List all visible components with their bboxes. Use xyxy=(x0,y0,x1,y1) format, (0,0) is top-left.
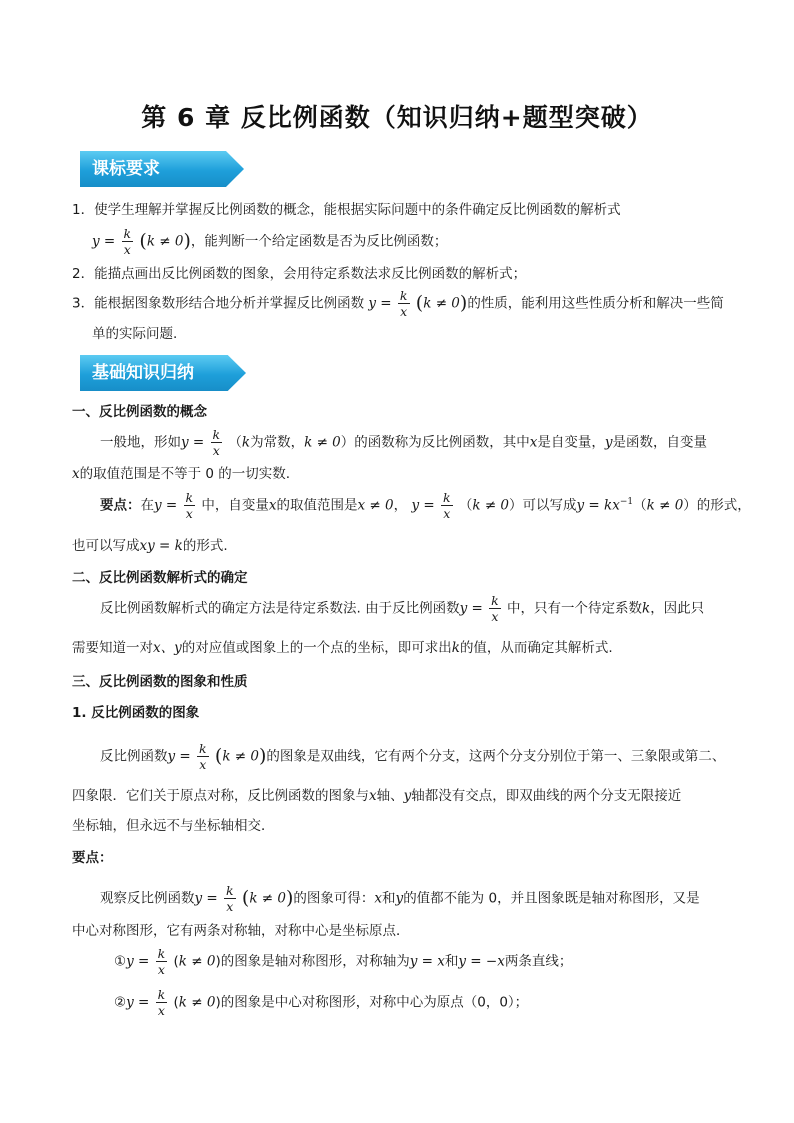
fraction-k-over-x: $\frac{k}{x}$ xyxy=(399,288,408,319)
section-2-paragraph-line-1: 反比例函数解析式的确定方法是待定系数法. 由于反比例函数y = $\frac{k}{x}$ 中，只有一个待定系数k，因此只 xyxy=(100,593,705,624)
item-marker: ① xyxy=(114,953,127,970)
section-2-heading: 二、反比例函数解析式的确定 xyxy=(72,570,248,586)
fraction-k-over-x: $\frac{k}{x}$ xyxy=(157,987,166,1018)
requirement-text: 的性质，能利用这些性质分析和解决一些简 xyxy=(467,295,724,312)
requirement-3-line-2: 单的实际问题. xyxy=(92,326,178,342)
requirement-text: 能根据图象数形结合地分析并掌握反比例函数 xyxy=(94,295,365,312)
page-title: 第 6 章 反比例函数（知识归纳+题型突破） xyxy=(141,103,653,132)
fraction-k-over-x: $\frac{k}{x}$ xyxy=(199,741,207,772)
section-2-paragraph-line-2: 需要知道一对x、y的对应值或图象上的一个点的坐标，即可求出k的值，从而确定其解析式. xyxy=(72,640,613,656)
requirement-1-line-2: y = $\frac{k}{x}$ (k ≠ 0)，能判断一个给定函数是否为反比例函数； xyxy=(92,226,448,257)
section-3-paragraph-line-3: 坐标轴，但永远不与坐标轴相交． xyxy=(72,818,275,834)
section-1-heading: 一、反比例函数的概念 xyxy=(72,404,207,420)
section-1-note-line-2: 也可以写成xy = k的形式. xyxy=(72,538,228,554)
requirement-text: ，能判断一个给定函数是否为反比例函数； xyxy=(190,233,448,250)
requirement-text: 能描点画出反比例函数的图象，会用待定系数法求反比例函数的解析式； xyxy=(94,266,527,282)
section-3-heading: 三、反比例函数的图象和性质 xyxy=(72,674,248,690)
requirements-banner xyxy=(80,151,244,187)
section-1-note-line-1: 要点：在y = $\frac{k}{x}$ 中，自变量x的取值范围是x ≠ 0， y = $\frac{k}{x}$ （k ≠ 0）可以写成$y = kx^{-1}(k \ne 0)$的形式， xyxy=(100,490,751,521)
requirement-text: 使学生理解并掌握反比例函数的概念，能根据实际问题中的条件确定反比例函数的解析式 xyxy=(94,202,621,218)
condition-k-nonzero: k ≠ 0 xyxy=(146,233,184,250)
section-3-item-1: ①y = $\frac{k}{x}$ (k ≠ 0)的图象是轴对称图形，对称轴为y = x和y = −x两条直线； xyxy=(114,946,573,977)
math-y-equals: y = xyxy=(92,233,116,250)
note-label: 要点： xyxy=(100,497,141,514)
knowledge-banner xyxy=(80,355,246,391)
fraction-k-over-x: $\frac{k}{x}$ xyxy=(185,490,194,521)
fraction-k-over-x: $\frac{k}{x}$ xyxy=(212,427,221,458)
fraction-k-over-x: $\frac{k}{x}$ xyxy=(226,883,234,914)
fraction-k-over-x: $\frac{k}{x}$ xyxy=(442,490,451,521)
requirement-1-line-1 xyxy=(72,199,621,221)
section-3-observation-line-1: 观察反比例函数y = $\frac{k}{x}$ (k ≠ 0)的图象可得：x和y的值都不能为 0，并且图象既是轴对称图形，又是 xyxy=(100,883,700,914)
section-3-item-2: ②y = $\frac{k}{x}$ (k ≠ 0)的图象是中心对称图形，对称中心为原点（0，0）； xyxy=(114,987,529,1018)
requirement-3-line-1: 3．能根据图象数形结合地分析并掌握反比例函数 y = $\frac{k}{x}$ (k ≠ 0)的性质，能利用这些性质分析和解决一些简 xyxy=(72,288,724,319)
fraction-k-over-x: $\frac{k}{x}$ xyxy=(157,946,166,977)
section-3-note-label: 要点： xyxy=(72,850,113,866)
requirements-banner-label: 课标要求 xyxy=(92,159,160,179)
requirement-2 xyxy=(72,263,526,285)
section-1-paragraph-line-1: 一般地，形如y = $\frac{k}{x}$ （k为常数，k ≠ 0）的函数称为反比例函数，其中x是自变量，y是函数，自变量 xyxy=(100,427,708,458)
section-1-paragraph-line-2: x的取值范围是不等于 0 的一切实数. xyxy=(72,466,291,482)
section-3-paragraph-line-1: 反比例函数y = $\frac{k}{x}$ (k ≠ 0)的图象是双曲线，它有两个分支，这两个分支分别位于第一、三象限或第二、 xyxy=(100,741,726,772)
requirement-number: 1． xyxy=(72,202,95,218)
section-3-subheading: 1. 反比例函数的图象 xyxy=(72,705,200,721)
requirement-number: 3． xyxy=(72,295,95,312)
fraction-k-over-x: $\frac{k}{x}$ xyxy=(123,226,132,257)
knowledge-banner-label: 基础知识归纳 xyxy=(92,363,194,383)
section-3-paragraph-line-2: 四象限．它们关于原点对称，反比例函数的图象与x轴、y轴都没有交点，即双曲线的两个分支无限接近 xyxy=(72,788,682,804)
requirement-number: 2． xyxy=(72,266,95,282)
fraction-k-over-x: $\frac{k}{x}$ xyxy=(491,593,499,624)
item-marker: ② xyxy=(114,994,127,1011)
section-3-observation-line-2: 中心对称图形，它有两条对称轴，对称中心是坐标原点． xyxy=(72,923,410,939)
